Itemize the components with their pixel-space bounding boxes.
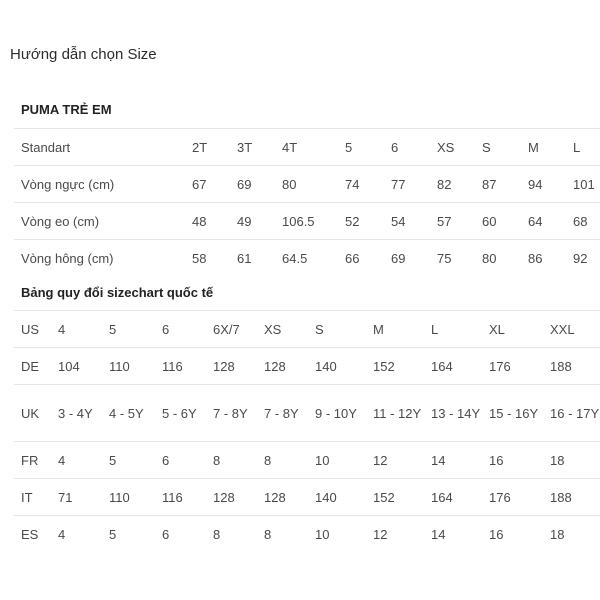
kids-size-cell: 52 xyxy=(338,203,384,240)
intl-size-cell: 128 xyxy=(206,348,257,385)
intl-size-cell: 104 xyxy=(51,348,102,385)
intl-size-cell: 12 xyxy=(366,442,424,479)
intl-size-cell: 14 xyxy=(424,516,482,553)
kids-size-row-label: Standart xyxy=(14,129,185,166)
intl-size-cell: XXL xyxy=(543,311,600,348)
intl-size-cell: 8 xyxy=(257,442,308,479)
intl-size-title: Bảng quy đổi sizechart quốc tế xyxy=(21,285,214,300)
intl-size-row-label: US xyxy=(14,311,51,348)
kids-size-cell: 101 xyxy=(566,166,600,203)
table-row xyxy=(14,203,600,240)
kids-size-cell: 77 xyxy=(384,166,430,203)
intl-size-cell: 5 xyxy=(102,516,155,553)
kids-size-row-label: Vòng hông (cm) xyxy=(14,240,185,277)
intl-size-cell: 4 xyxy=(51,311,102,348)
kids-size-cell: 67 xyxy=(185,166,230,203)
intl-size-cell: 8 xyxy=(257,516,308,553)
intl-size-cell: 188 xyxy=(543,479,600,516)
kids-size-cell: 3T xyxy=(230,129,275,166)
intl-size-cell: S xyxy=(308,311,366,348)
kids-size-cell: 69 xyxy=(230,166,275,203)
table-row xyxy=(14,479,600,516)
kids-size-cell: 5 xyxy=(338,129,384,166)
intl-size-cell: 9 - 10Y xyxy=(308,385,366,442)
kids-size-cell: 60 xyxy=(475,203,521,240)
intl-size-cell: XS xyxy=(257,311,308,348)
intl-size-cell: 140 xyxy=(308,479,366,516)
intl-size-cell: 71 xyxy=(51,479,102,516)
intl-size-cell: 16 xyxy=(482,516,543,553)
intl-size-cell: 140 xyxy=(308,348,366,385)
kids-size-cell: 6 xyxy=(384,129,430,166)
kids-size-cell: 54 xyxy=(384,203,430,240)
table-row xyxy=(14,129,600,166)
intl-size-cell: 4 xyxy=(51,442,102,479)
table-row xyxy=(14,385,600,442)
intl-size-cell: 110 xyxy=(102,479,155,516)
intl-size-row-label: UK xyxy=(14,385,51,442)
intl-size-cell: 4 xyxy=(51,516,102,553)
kids-size-cell: 58 xyxy=(185,240,230,277)
intl-size-cell: 116 xyxy=(155,479,206,516)
intl-size-cell: 8 xyxy=(206,516,257,553)
kids-size-cell: 2T xyxy=(185,129,230,166)
intl-size-cell: 6X/7 xyxy=(206,311,257,348)
intl-size-cell: 188 xyxy=(543,348,600,385)
kids-size-cell: 61 xyxy=(230,240,275,277)
intl-size-row-label: ES xyxy=(14,516,51,553)
intl-size-cell: 10 xyxy=(308,516,366,553)
kids-size-row-label: Vòng ngực (cm) xyxy=(14,166,185,203)
kids-size-cell: 92 xyxy=(566,240,600,277)
intl-size-cell: 128 xyxy=(206,479,257,516)
kids-size-cell: 87 xyxy=(475,166,521,203)
intl-size-cell: 164 xyxy=(424,348,482,385)
intl-size-cell: 18 xyxy=(543,442,600,479)
intl-size-cell: 13 - 14Y xyxy=(424,385,482,442)
kids-size-cell: XS xyxy=(430,129,475,166)
table-row xyxy=(14,240,600,277)
intl-size-cell: 16 - 17Y xyxy=(543,385,600,442)
table-row xyxy=(14,442,600,479)
intl-size-cell: M xyxy=(366,311,424,348)
kids-size-cell: L xyxy=(566,129,600,166)
intl-size-cell: 128 xyxy=(257,348,308,385)
kids-size-cell: 68 xyxy=(566,203,600,240)
intl-size-cell: 6 xyxy=(155,516,206,553)
table-row xyxy=(14,311,600,348)
intl-size-cell: XL xyxy=(482,311,543,348)
intl-size-cell: 14 xyxy=(424,442,482,479)
kids-size-cell: 80 xyxy=(275,166,338,203)
intl-size-row-label: FR xyxy=(14,442,51,479)
intl-size-cell: 7 - 8Y xyxy=(257,385,308,442)
intl-size-cell: 116 xyxy=(155,348,206,385)
kids-size-cell: 75 xyxy=(430,240,475,277)
kids-size-cell: 82 xyxy=(430,166,475,203)
kids-size-row-label: Vòng eo (cm) xyxy=(14,203,185,240)
intl-size-cell: 6 xyxy=(155,311,206,348)
intl-size-cell: 164 xyxy=(424,479,482,516)
intl-size-cell: 12 xyxy=(366,516,424,553)
intl-size-cell: 16 xyxy=(482,442,543,479)
intl-size-cell: 176 xyxy=(482,348,543,385)
kids-size-cell: 4T xyxy=(275,129,338,166)
page-title: Hướng dẫn chọn Size xyxy=(10,46,157,63)
kids-size-cell: 86 xyxy=(521,240,566,277)
intl-size-row-label: IT xyxy=(14,479,51,516)
intl-size-cell: 128 xyxy=(257,479,308,516)
intl-size-cell: 5 - 6Y xyxy=(155,385,206,442)
kids-size-cell: 49 xyxy=(230,203,275,240)
kids-size-cell: 94 xyxy=(521,166,566,203)
intl-size-cell: 152 xyxy=(366,479,424,516)
kids-size-table xyxy=(14,128,600,276)
intl-size-cell: 15 - 16Y xyxy=(482,385,543,442)
intl-size-cell: 5 xyxy=(102,442,155,479)
kids-size-cell: 64.5 xyxy=(275,240,338,277)
kids-size-cell: 48 xyxy=(185,203,230,240)
intl-size-row-label: DE xyxy=(14,348,51,385)
intl-size-cell: 10 xyxy=(308,442,366,479)
kids-size-cell: 106.5 xyxy=(275,203,338,240)
intl-size-cell: L xyxy=(424,311,482,348)
intl-size-cell: 5 xyxy=(102,311,155,348)
intl-size-cell: 110 xyxy=(102,348,155,385)
kids-size-cell: S xyxy=(475,129,521,166)
kids-size-cell: 74 xyxy=(338,166,384,203)
kids-size-cell: 64 xyxy=(521,203,566,240)
intl-size-cell: 3 - 4Y xyxy=(51,385,102,442)
table-row xyxy=(14,166,600,203)
intl-size-cell: 152 xyxy=(366,348,424,385)
intl-size-cell: 176 xyxy=(482,479,543,516)
kids-size-cell: 80 xyxy=(475,240,521,277)
table-row xyxy=(14,516,600,553)
intl-size-cell: 4 - 5Y xyxy=(102,385,155,442)
kids-size-cell: M xyxy=(521,129,566,166)
kids-size-cell: 66 xyxy=(338,240,384,277)
intl-size-cell: 6 xyxy=(155,442,206,479)
kids-size-cell: 69 xyxy=(384,240,430,277)
table-row xyxy=(14,348,600,385)
intl-size-table xyxy=(14,310,600,552)
kids-size-cell: 57 xyxy=(430,203,475,240)
intl-size-cell: 8 xyxy=(206,442,257,479)
intl-size-cell: 11 - 12Y xyxy=(366,385,424,442)
intl-size-cell: 18 xyxy=(543,516,600,553)
kids-size-title: PUMA TRẺ EM xyxy=(21,102,112,117)
intl-size-cell: 7 - 8Y xyxy=(206,385,257,442)
